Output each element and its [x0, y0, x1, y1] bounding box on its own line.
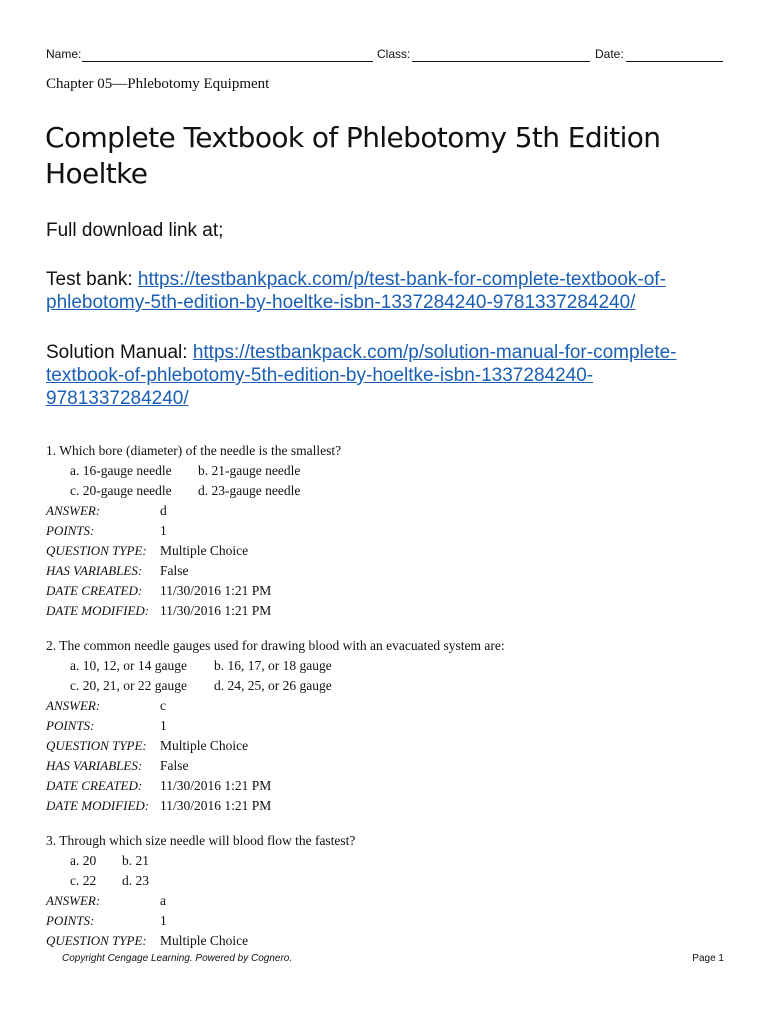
- points-row: POINTS: 1: [46, 718, 167, 733]
- page-footer: [62, 953, 724, 967]
- question-stem: 2. The common needle gauges used for drawing blood with an evacuated system are:: [46, 638, 505, 653]
- question-3: [46, 831, 736, 951]
- points-row: POINTS: 1: [46, 913, 167, 928]
- has-variables-row: HAS VARIABLES: False: [46, 758, 189, 773]
- class-label: Class:: [377, 47, 411, 61]
- points-row: POINTS: 1: [46, 523, 167, 538]
- test-bank-link[interactable]: https://testbankpack.com/p/test-bank-for-complete-textbook-of- phlebotomy-5th-edition-by-hoeltke-isbn-1337284240-9781337284240/: [46, 269, 666, 313]
- page-title: [45, 120, 735, 192]
- date-modified-row: DATE MODIFIED: 11/30/2016 1:21 PM: [46, 603, 272, 618]
- date-created-row: DATE CREATED: 11/30/2016 1:21 PM: [46, 778, 272, 793]
- option-a: a. 10, 12, or 14 gauge: [70, 658, 187, 673]
- question-type-row: QUESTION TYPE: Multiple Choice: [46, 738, 249, 753]
- date-created-row: DATE CREATED: 11/30/2016 1:21 PM: [46, 583, 272, 598]
- chapter-heading: Chapter 05—Phlebotomy Equipment: [46, 76, 270, 92]
- option-d: d. 23-gauge needle: [198, 483, 301, 498]
- title-line-2: Hoeltke: [45, 157, 148, 190]
- class-field-line: [412, 61, 590, 62]
- answer-row: ANSWER: c: [46, 698, 166, 713]
- question-stem: 3. Through which size needle will blood flow the fastest?: [46, 833, 356, 848]
- option-d: d. 24, 25, or 26 gauge: [214, 678, 332, 693]
- answer-row: ANSWER: d: [46, 503, 167, 518]
- solution-manual-label: Solution Manual:: [46, 342, 193, 363]
- option-b: b. 16, 17, or 18 gauge: [214, 658, 332, 673]
- option-c: c. 20-gauge needle: [70, 483, 172, 498]
- question-1: [46, 441, 736, 621]
- has-variables-row: HAS VARIABLES: False: [46, 563, 189, 578]
- option-c: c. 20, 21, or 22 gauge: [70, 678, 187, 693]
- question-type-row: QUESTION TYPE: Multiple Choice: [46, 543, 249, 558]
- question-stem: 1. Which bore (diameter) of the needle is the smallest?: [46, 443, 342, 458]
- solution-manual-block: [46, 341, 736, 410]
- name-field-line: [82, 61, 373, 62]
- date-field-line: [626, 61, 723, 62]
- answer-options: [46, 851, 736, 891]
- answer-row: ANSWER: a: [46, 893, 166, 908]
- option-a: a. 20: [70, 853, 97, 868]
- test-bank-block: [46, 268, 736, 314]
- solution-manual-link[interactable]: https://testbankpack.com/p/solution-manual-for-complete- textbook-of-phlebotomy-5th-edition-by-hoeltke-isbn-1337284240- 9781337284240/: [46, 342, 677, 409]
- name-label: Name:: [46, 47, 82, 61]
- student-info-header: [46, 45, 724, 65]
- option-a: a. 16-gauge needle: [70, 463, 172, 478]
- option-b: b. 21: [122, 853, 149, 868]
- answer-options: [46, 656, 736, 696]
- date-modified-row: DATE MODIFIED: 11/30/2016 1:21 PM: [46, 798, 272, 813]
- answer-options: [46, 461, 736, 501]
- test-bank-label: Test bank:: [46, 269, 138, 290]
- option-b: b. 21-gauge needle: [198, 463, 301, 478]
- download-text: Full download link at;: [46, 220, 224, 241]
- page-number: Page 1: [692, 953, 724, 964]
- question-type-row: QUESTION TYPE: Multiple Choice: [46, 933, 249, 948]
- option-d: d. 23: [122, 873, 149, 888]
- date-label: Date:: [595, 47, 624, 61]
- question-2: [46, 636, 736, 816]
- title-line-1: Complete Textbook of Phlebotomy 5th Edition: [45, 121, 661, 154]
- option-c: c. 22: [70, 873, 97, 888]
- copyright-text: Copyright Cengage Learning. Powered by Cognero.: [62, 953, 293, 964]
